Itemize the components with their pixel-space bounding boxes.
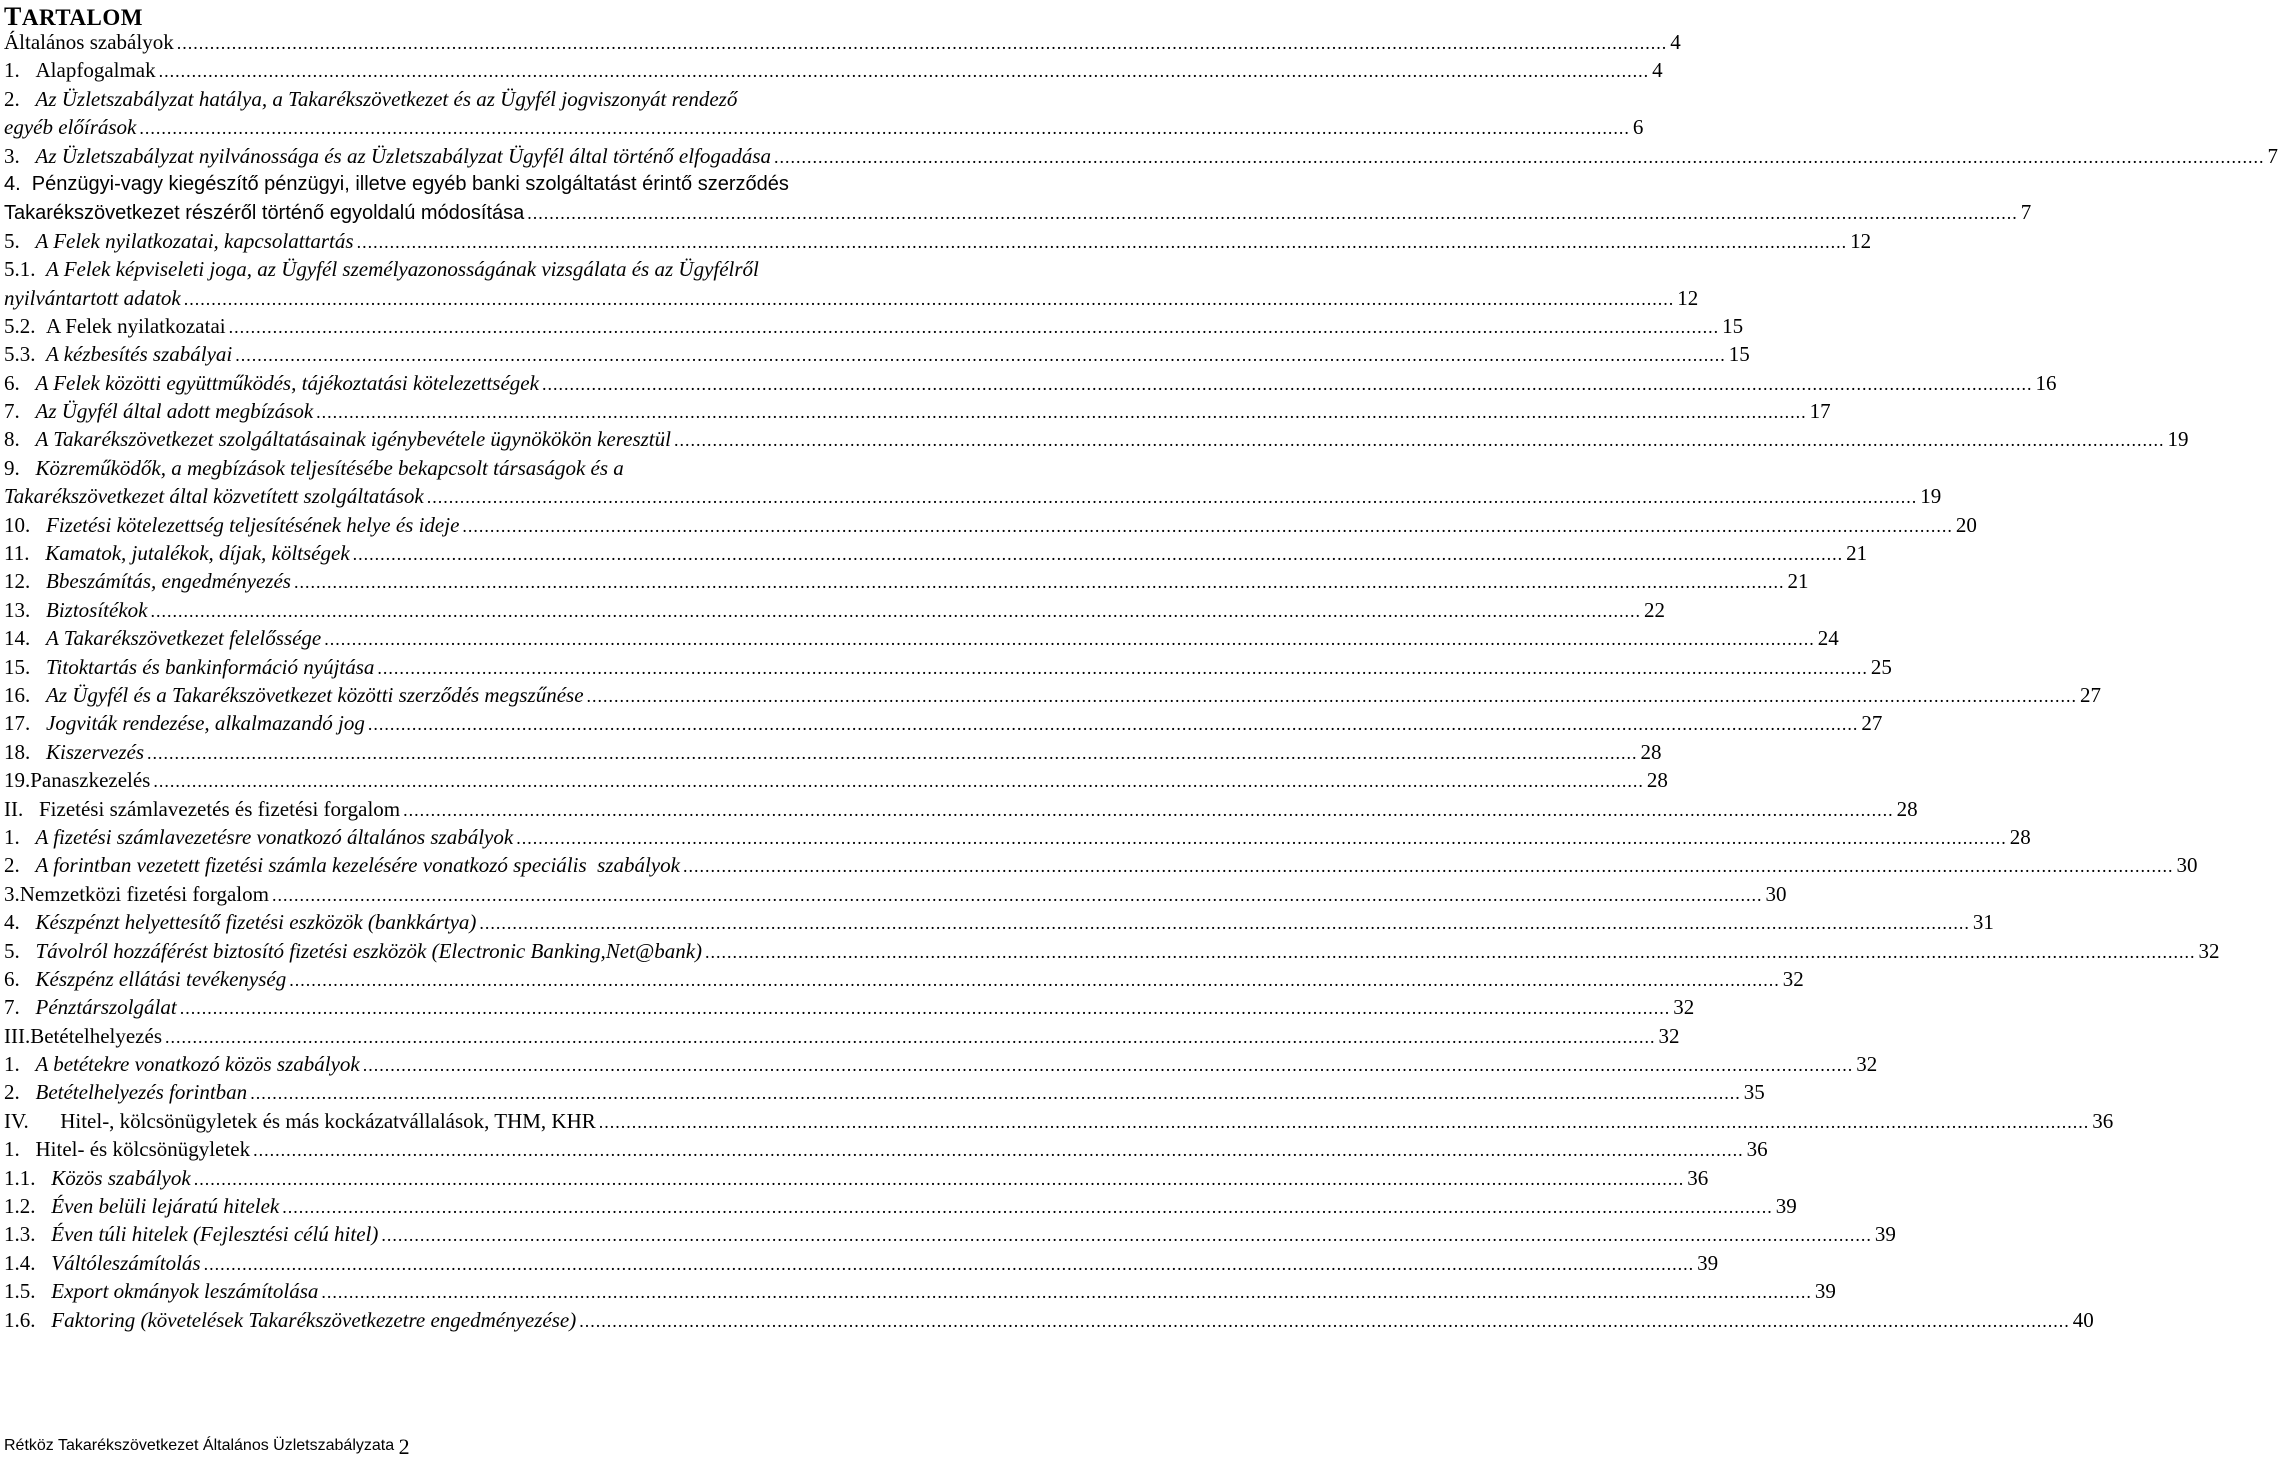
toc-entry-title: A Felek nyilatkozatai, kapcsolattartás xyxy=(35,228,354,253)
toc-leader-dots xyxy=(377,654,1868,682)
toc-entry-number: 1.6. xyxy=(4,1307,52,1332)
toc-leader-dots xyxy=(294,568,1785,596)
toc-entry-page: 30 xyxy=(1765,881,1787,906)
toc-entry-number: 2. xyxy=(4,853,36,878)
toc-entry-page: 28 xyxy=(1646,768,1668,793)
toc-entry-number: 1. xyxy=(4,1052,36,1077)
toc-leader-dots xyxy=(587,682,2078,710)
toc-leader-dots xyxy=(774,143,2265,171)
toc-title: TARTALOM xyxy=(4,2,143,31)
toc-entry-title: Takarékszövetkezet részéről történő egyoldalú módosítása xyxy=(4,202,525,225)
toc-entry-page: 32 xyxy=(1673,995,1695,1020)
toc-entry[interactable] xyxy=(4,851,2198,879)
toc-entry-title: Export okmányok leszámítolása xyxy=(51,1279,319,1304)
toc-entry-page: 35 xyxy=(1743,1080,1765,1105)
toc-entry-number: 13. xyxy=(4,597,46,622)
toc-entry-page: 24 xyxy=(1817,626,1839,651)
toc-entry[interactable] xyxy=(4,340,1750,368)
toc-entry-number: 1.1. xyxy=(4,1165,52,1190)
toc-entry-number: 10. xyxy=(4,512,46,537)
toc-entry-number: 5. xyxy=(4,938,36,963)
toc-leader-dots xyxy=(250,1079,1741,1107)
toc-entry-title: Alapfogalmak xyxy=(35,58,156,83)
toc-entry[interactable] xyxy=(4,624,1839,652)
toc-entry-page: 30 xyxy=(2176,853,2198,878)
toc-entry-page: 15 xyxy=(1722,313,1744,338)
toc-entry-title: A forintban vezetett fizetési számla kezelésére vonatkozó speciális szabályok xyxy=(35,853,680,878)
toc-entry-page: 15 xyxy=(1728,342,1750,367)
toc-entry[interactable] xyxy=(4,1277,1836,1305)
toc-entry-page: 25 xyxy=(1870,654,1892,679)
toc-entry-title: Az Üzletszabályzat nyilvánossága és az Üzletszabályzat Ügyfél által történő elfogadása xyxy=(35,143,772,168)
toc-entry-number: 3. xyxy=(4,143,36,168)
toc-entry[interactable] xyxy=(4,766,1668,794)
toc-leader-dots xyxy=(139,114,1630,142)
toc-entry-page: 19 xyxy=(2167,427,2189,452)
toc-entry-page: 28 xyxy=(1896,796,1918,821)
toc-leader-dots xyxy=(235,341,1726,369)
toc-leader-dots xyxy=(147,739,1638,767)
toc-leader-dots xyxy=(321,1278,1812,1306)
toc-leader-dots xyxy=(184,285,1675,313)
toc-entry-number: 2. xyxy=(4,86,36,111)
toc-entry[interactable] xyxy=(4,482,1942,510)
toc-entry-page: 7 xyxy=(2020,200,2032,225)
toc-entry-number: 1. xyxy=(4,1137,36,1162)
toc-leader-dots xyxy=(324,625,1815,653)
toc-leader-dots xyxy=(180,994,1671,1022)
toc-entry[interactable] xyxy=(4,369,2057,397)
toc-entry-title: Kamatok, jutalékok, díjak, költségek xyxy=(45,541,350,566)
toc-entry[interactable] xyxy=(4,142,2278,170)
toc-entry-page: 32 xyxy=(2198,938,2220,963)
toc-leader-dots xyxy=(363,1051,1854,1079)
toc-entry-number: 1.5. xyxy=(4,1279,52,1304)
toc-entry-number: 1.4. xyxy=(4,1250,52,1275)
toc-entry-page: 12 xyxy=(1850,228,1872,253)
toc-entry-page: 39 xyxy=(1697,1250,1719,1275)
toc-entry-number: 2. xyxy=(4,1080,36,1105)
toc-leader-dots xyxy=(427,483,1918,511)
toc-entry-title: Jogviták rendezése, alkalmazandó jog xyxy=(46,711,365,736)
toc-entry-number: 8. xyxy=(4,427,36,452)
toc-entry-title: Az Üzletszabályzat hatálya, a Takarékszövetkezet és az Ügyfél jogviszonyát rendező xyxy=(35,86,738,111)
toc-entry[interactable] xyxy=(4,170,958,198)
toc-entry-page: 4 xyxy=(1670,30,1681,54)
toc-entry-title: A Takarékszövetkezet szolgáltatásainak igénybevétele ügynökökön keresztül xyxy=(35,427,671,452)
toc-entry-page: 32 xyxy=(1658,1023,1680,1048)
toc-entry-title: Betételhelyezés xyxy=(30,1023,162,1048)
toc-leader-dots xyxy=(159,57,1650,85)
toc-entry-title: Faktoring (követelések Takarékszövetkezetre engedményezése) xyxy=(51,1307,577,1332)
toc-entry[interactable] xyxy=(4,113,1644,141)
toc-entry[interactable] xyxy=(4,993,1695,1021)
toc-entry-title: Készpénz ellátási tevékenység xyxy=(35,966,287,991)
toc-leader-dots xyxy=(150,597,1641,625)
toc-entry-title: Az Ügyfél által adott megbízások xyxy=(35,399,314,424)
toc-entry-number: II. xyxy=(4,796,39,821)
toc-entry-page: 28 xyxy=(1640,739,1662,764)
toc-entry[interactable] xyxy=(4,227,1872,255)
toc-entry-page: 39 xyxy=(1874,1222,1896,1247)
toc-entry-page: 36 xyxy=(1746,1137,1768,1162)
toc-entry[interactable] xyxy=(4,965,1804,993)
toc-entry-page: 27 xyxy=(1861,711,1883,736)
toc-entry[interactable] xyxy=(4,255,958,283)
toc-entry-number: 7. xyxy=(4,399,36,424)
toc-entry[interactable] xyxy=(4,937,2220,965)
toc-entry[interactable] xyxy=(4,709,1883,737)
toc-entry-title: A Felek képviseleti joga, az Ügyfél személyazonosságának vizsgálata és az Ügyfélről xyxy=(46,257,759,282)
toc-entry[interactable] xyxy=(4,681,2102,709)
toc-entry-number: 1. xyxy=(4,58,36,83)
toc-leader-dots xyxy=(381,1221,1872,1249)
toc-entry[interactable] xyxy=(4,539,1868,567)
page-footer xyxy=(4,1434,410,1460)
toc-entry[interactable] xyxy=(4,1220,1896,1248)
toc-entry[interactable] xyxy=(4,823,2031,851)
toc-entry-page: 21 xyxy=(1846,541,1868,566)
toc-entry-number: 14. xyxy=(4,626,46,651)
toc-entry-title: A Felek közötti együttműködés, tájékoztatási kötelezettségek xyxy=(35,370,539,395)
toc-entry-number: 1.2. xyxy=(4,1194,52,1219)
toc-entry-number: 1.3. xyxy=(4,1222,52,1247)
toc-entry-title: Panaszkezelés xyxy=(30,768,151,793)
toc-entry[interactable] xyxy=(4,1135,1768,1163)
toc-entry[interactable] xyxy=(4,908,1994,936)
toc-entry[interactable] xyxy=(4,56,1663,84)
toc-entry-page: 40 xyxy=(2072,1307,2094,1332)
toc-entry-page: 6 xyxy=(1632,115,1644,140)
toc-leader-dots xyxy=(177,29,1668,57)
toc-entry[interactable] xyxy=(4,567,1809,595)
toc-leader-dots xyxy=(272,881,1763,909)
toc-entry[interactable] xyxy=(4,1050,1878,1078)
toc-entry-title: A Felek nyilatkozatai xyxy=(46,313,226,338)
toc-leader-dots xyxy=(683,852,2174,880)
toc-entry-page: 39 xyxy=(1814,1279,1836,1304)
toc-entry-page: 32 xyxy=(1782,966,1804,991)
toc-leader-dots xyxy=(282,1193,1773,1221)
toc-entry-title: Váltóleszámítolás xyxy=(51,1250,201,1275)
toc-leader-dots xyxy=(229,313,1720,341)
toc-entry-page: 32 xyxy=(1856,1052,1878,1077)
toc-entry-number: 4. xyxy=(4,910,36,935)
toc-leader-dots xyxy=(674,426,2165,454)
table-of-contents xyxy=(4,28,2278,1334)
toc-leader-dots xyxy=(353,540,1844,568)
toc-leader-dots xyxy=(579,1307,2070,1335)
toc-entry-title: Éven túli hitelek (Fejlesztési célú hitel) xyxy=(51,1222,379,1247)
toc-entry-page: 20 xyxy=(1955,512,1977,537)
toc-entry-number: 9. xyxy=(4,455,36,480)
toc-entry-number: 18. xyxy=(4,739,46,764)
toc-entry-title: Pénzügyi-vagy kiegészítő pénzügyi, illetve egyéb banki szolgáltatást érintő szerződés xyxy=(31,172,789,195)
toc-entry-number: 5.2. xyxy=(4,313,46,338)
toc-entry-number: 15. xyxy=(4,654,46,679)
toc-leader-dots xyxy=(403,796,1894,824)
toc-entry-title: Pénztárszolgálat xyxy=(35,995,177,1020)
toc-entry-title: Készpénzt helyettesítő fizetési eszközök (bankkártya) xyxy=(35,910,477,935)
toc-entry-page: 16 xyxy=(2035,370,2057,395)
toc-entry-page: 21 xyxy=(1787,569,1809,594)
toc-entry-number: 16. xyxy=(4,682,46,707)
toc-entry[interactable] xyxy=(4,596,1665,624)
toc-leader-dots xyxy=(165,1023,1656,1051)
toc-entry-title: Titoktartás és bankinformáció nyújtása xyxy=(46,654,375,679)
toc-entry[interactable] xyxy=(4,312,1744,340)
toc-leader-dots xyxy=(527,199,2018,227)
toc-entry-number: IV. xyxy=(4,1108,61,1133)
toc-entry[interactable] xyxy=(4,1107,2114,1135)
toc-leader-dots xyxy=(253,1136,1744,1164)
toc-entry-number: 11. xyxy=(4,541,46,566)
toc-entry-title: Az Ügyfél és a Takarékszövetkezet közötti szerződés megszűnése xyxy=(46,682,584,707)
toc-entry-title: Betételhelyezés forintban xyxy=(35,1080,248,1105)
toc-entry-title: Általános szabályok xyxy=(4,30,174,54)
toc-entry-number: 5.3. xyxy=(4,342,46,367)
toc-entry-title: A kézbesítés szabályai xyxy=(46,342,233,367)
toc-entry-title: A fizetési számlavezetésre vonatkozó általános szabályok xyxy=(35,824,514,849)
toc-entry-number: 5. xyxy=(4,228,36,253)
toc-entry[interactable] xyxy=(4,425,2189,453)
toc-entry[interactable] xyxy=(4,28,1681,56)
toc-entry-title: Fizetési kötelezettség teljesítésének helye és ideje xyxy=(46,512,460,537)
toc-entry-title: Hitel- és kölcsönügyletek xyxy=(35,1137,251,1162)
toc-entry-page: 4 xyxy=(1652,58,1663,83)
toc-entry[interactable] xyxy=(4,85,958,113)
toc-entry-title: Éven belüli lejáratú hitelek xyxy=(51,1194,280,1219)
toc-entry-page: 17 xyxy=(1809,399,1831,424)
toc-entry-page: 7 xyxy=(2267,143,2278,168)
toc-entry-title: Közreműködők, a megbízások teljesítésébe bekapcsolt társaságok és a xyxy=(35,455,624,480)
toc-entry-page: 36 xyxy=(1687,1165,1709,1190)
toc-leader-dots xyxy=(516,824,2007,852)
toc-entry-number: 3. xyxy=(4,881,20,906)
toc-entry-number: 4. xyxy=(4,172,32,195)
toc-entry-title: Biztosítékok xyxy=(46,597,148,622)
toc-entry[interactable] xyxy=(4,511,1977,539)
toc-entry[interactable] xyxy=(4,653,1892,681)
toc-leader-dots xyxy=(462,512,1953,540)
toc-entry-page: 12 xyxy=(1677,285,1699,310)
toc-entry-page: 28 xyxy=(2009,824,2031,849)
toc-leader-dots xyxy=(542,370,2033,398)
toc-entry-title: Takarékszövetkezet által közvetített szolgáltatások xyxy=(4,484,424,509)
toc-entry-title: Fizetési számlavezetés és fizetési forgalom xyxy=(39,796,401,821)
toc-leader-dots xyxy=(204,1250,1695,1278)
toc-entry-number: 19. xyxy=(4,768,31,793)
toc-entry[interactable] xyxy=(4,880,1787,908)
toc-entry[interactable] xyxy=(4,1249,1719,1277)
toc-entry[interactable] xyxy=(4,1078,1765,1106)
toc-entry-title: A betétekre vonatkozó közös szabályok xyxy=(35,1052,360,1077)
toc-entry-title: nyilvántartott adatok xyxy=(4,285,181,310)
toc-entry-number: 1. xyxy=(4,824,36,849)
toc-entry-title: Bbeszámítás, engedményezés xyxy=(46,569,291,594)
toc-entry[interactable] xyxy=(4,1192,1797,1220)
toc-entry-title: Hitel-, kölcsönügyletek és más kockázatvállalások, THM, KHR xyxy=(60,1108,596,1133)
toc-entry-page: 31 xyxy=(1972,910,1994,935)
toc-entry-number: 6. xyxy=(4,370,36,395)
toc-leader-dots xyxy=(194,1165,1685,1193)
toc-entry-page: 19 xyxy=(1920,484,1942,509)
toc-entry-title: A Takarékszövetkezet felelőssége xyxy=(46,626,322,651)
toc-entry-title: egyéb előírások xyxy=(4,115,137,140)
toc-entry[interactable] xyxy=(4,397,1831,425)
toc-leader-dots xyxy=(316,398,1807,426)
toc-entry[interactable] xyxy=(4,284,1699,312)
toc-entry[interactable] xyxy=(4,795,1918,823)
toc-entry-page: 39 xyxy=(1775,1194,1797,1219)
toc-entry[interactable] xyxy=(4,454,958,482)
toc-entry[interactable] xyxy=(4,738,1662,766)
toc-leader-dots xyxy=(357,228,1848,256)
toc-entry-title: Kiszervezés xyxy=(46,739,144,764)
toc-entry-page: 36 xyxy=(2092,1108,2114,1133)
toc-leader-dots xyxy=(368,710,1859,738)
toc-leader-dots xyxy=(599,1108,2090,1136)
toc-leader-dots xyxy=(289,966,1780,994)
toc-entry-title: Távolról hozzáférést biztosító fizetési eszközök (Electronic Banking,Net@bank) xyxy=(35,938,703,963)
toc-entry-number: 17. xyxy=(4,711,46,736)
toc-entry-number: 7. xyxy=(4,995,36,1020)
toc-entry[interactable] xyxy=(4,1022,1680,1050)
toc-entry-number: 5.1. xyxy=(4,257,46,282)
toc-entry-number: 12. xyxy=(4,569,46,594)
toc-entry-title: Közös szabályok xyxy=(51,1165,191,1190)
toc-entry-number: III. xyxy=(4,1023,31,1048)
toc-entry-page: 27 xyxy=(2080,682,2102,707)
footer-text: Rétköz Takarékszövetkezet Általános Üzletszabályzata xyxy=(4,1437,395,1454)
toc-entry[interactable] xyxy=(4,198,2032,226)
page-number: 2 xyxy=(398,1434,410,1459)
toc-entry[interactable] xyxy=(4,1306,2094,1334)
toc-leader-dots xyxy=(705,938,2196,966)
toc-leader-dots xyxy=(153,767,1644,795)
toc-entry-title: Nemzetközi fizetési forgalom xyxy=(19,881,269,906)
toc-entry[interactable] xyxy=(4,1164,1709,1192)
toc-entry-page: 22 xyxy=(1643,597,1665,622)
toc-leader-dots xyxy=(479,909,1970,937)
toc-entry-number: 6. xyxy=(4,966,36,991)
